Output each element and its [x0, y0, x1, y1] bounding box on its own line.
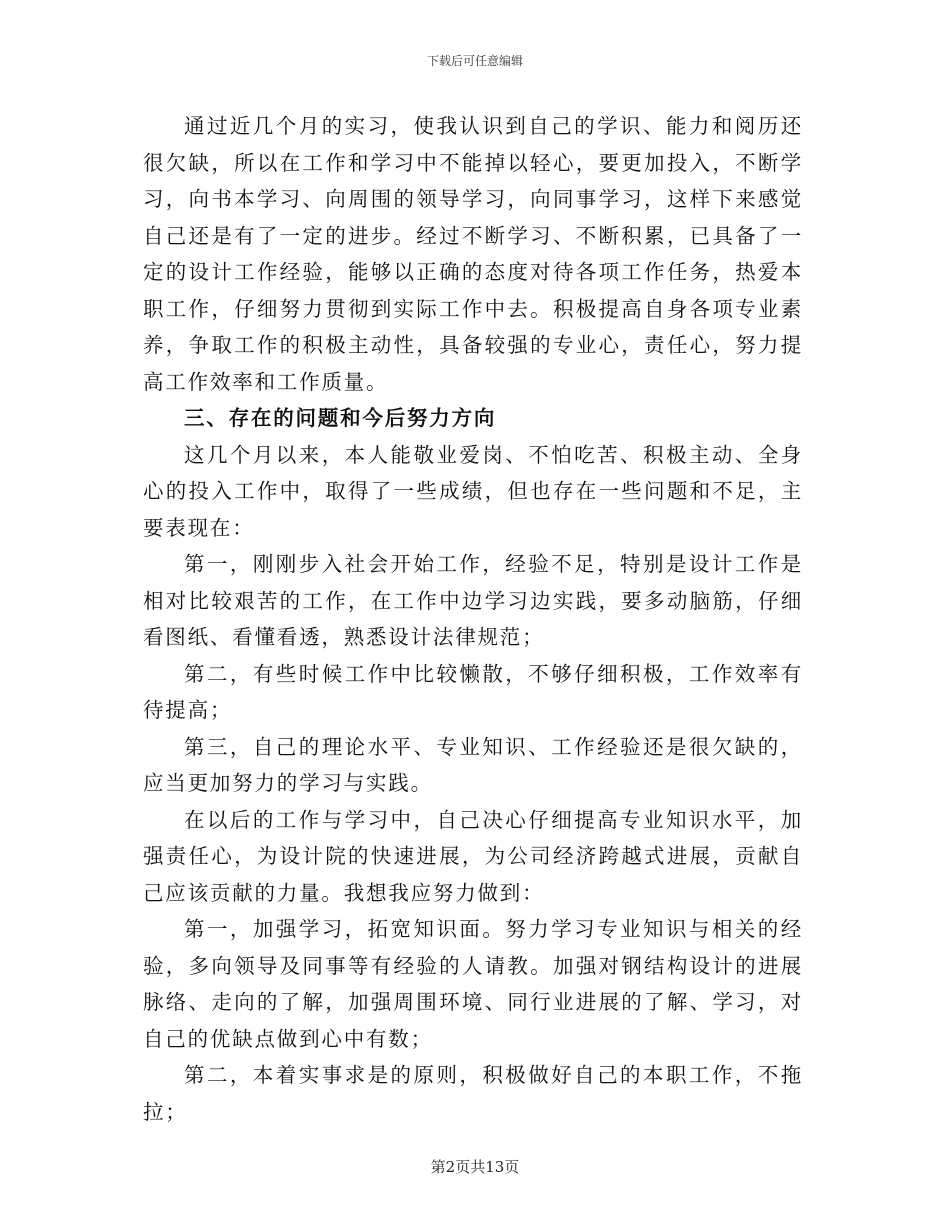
page-header: 下载后可任意编辑: [426, 54, 523, 68]
paragraph-goal-1: 第一，加强学习，拓宽知识面。努力学习专业知识与相关的经验，多向领导及同事等有经验的人请教。加强对钢结构设计的进展脉络、走向的了解，加强周围环境、同行业进展的了解、学习，对自己的优缺点做到心中有数；: [143, 917, 803, 1051]
paragraph-goal-2: 第二，本着实事求是的原则，积极做好自己的本职工作，不拖拉；: [143, 1063, 803, 1124]
paragraph-problem-1: 第一，刚刚步入社会开始工作，经验不足，特别是设计工作是相对比较艰苦的工作，在工作中边学习边实践，要多动脑筋，仔细看图纸、看懂看透，熟悉设计法律规范；: [143, 552, 803, 649]
paragraph-problem-2: 第二，有些时候工作中比较懒散，不够仔细积极，工作效率有待提高；: [143, 661, 803, 722]
paragraph-problem-3: 第三，自己的理论水平、专业知识、工作经验还是很欠缺的，应当更加努力的学习与实践。: [143, 734, 803, 795]
document-body: [143, 108, 803, 1130]
paragraph-future-intro: 在以后的工作与学习中，自己决心仔细提高专业知识水平，加强责任心，为设计院的快速进展，为公司经济跨越式进展，贡献自己应该贡献的力量。我想我应努力做到：: [143, 807, 803, 905]
section-heading-problems: 三、存在的问题和今后努力方向: [184, 406, 497, 430]
paragraph-problems-intro: 这几个月以来，本人能敬业爱岗、不怕吃苦、积极主动、全身心的投入工作中，取得了一些成绩，但也存在一些问题和不足，主要表现在：: [143, 442, 803, 540]
page-number-footer: 第2页共13页: [430, 1158, 520, 1176]
paragraph-internship-summary: 通过近几个月的实习，使我认识到自己的学识、能力和阅历还很欠缺，所以在工作和学习中不能掉以轻心，要更加投入，不断学习，向书本学习、向周围的领导学习，向同事学习，这样下来感觉自己还是有了一定的进步。经过不断学习、不断积累，已具备了一定的设计工作经验，能够以正确的态度对待各项工作任务，热爱本职工作，仔细努力贯彻到实际工作中去。积极提高自身各项专业素养，争取工作的积极主动性，具备较强的专业心，责任心，努力提高工作效率和工作质量。: [143, 114, 803, 394]
